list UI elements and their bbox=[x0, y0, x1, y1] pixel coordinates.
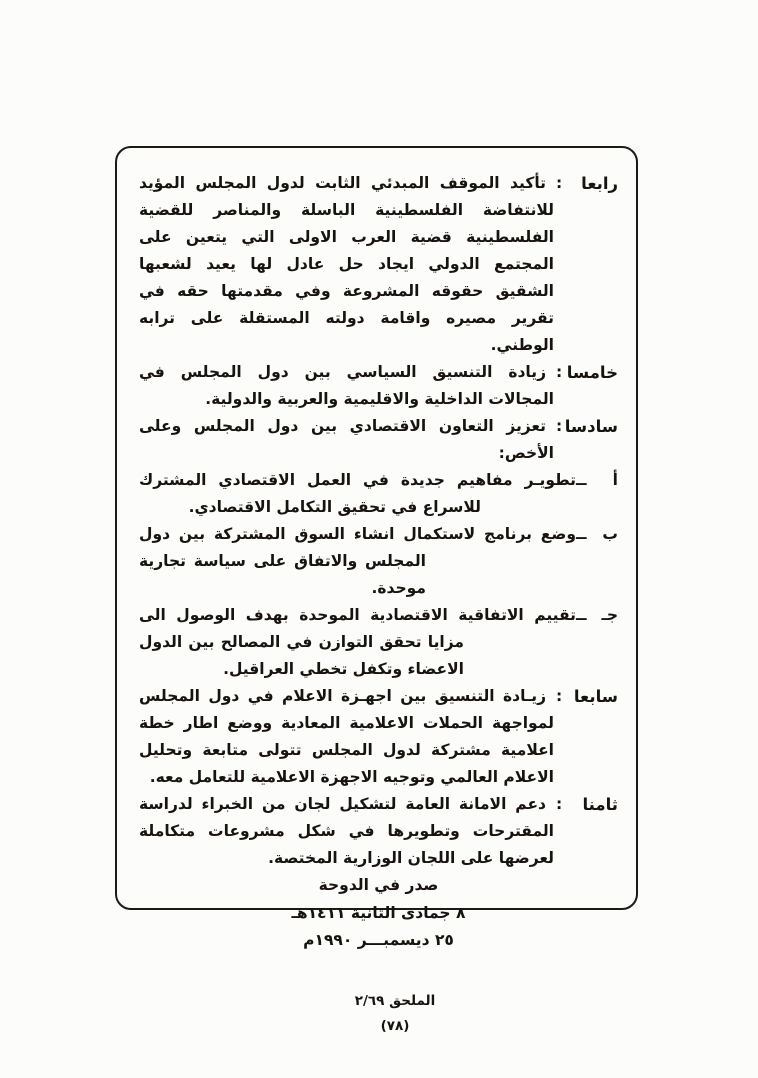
clause-label: سادسا bbox=[564, 417, 618, 436]
issued-place: صدر في الدوحة bbox=[318, 876, 439, 894]
subclause-text: تقييم الاتفاقية الاقتصادية الموحدة بهدف الوصول الى مزايا تحقق التوازن في المصالح بين الدول الاعضاء وتكفل تخطي العراقيل. bbox=[139, 606, 576, 678]
subclause-head bbox=[576, 602, 618, 629]
subclause-dash: ــ bbox=[576, 471, 587, 489]
subclause-marker: أ bbox=[612, 471, 618, 489]
clause-item bbox=[139, 683, 618, 791]
subclause-item bbox=[139, 602, 618, 683]
clause-text: تأكيد الموقف المبدئي الثابت لدول المجلس المؤيد للانتفاضة الفلسطينية الباسلة والمناصر للقضية الفلسطينية قضية العرب الاولى التي يتعين على المجتمع الدولي ايجاد حل عادل لها يعيد لشعبها الشقيق حقوقه المشروعة وفي مقدمتها حقه في تقرير مصيره واقامة دولته المستقلة على ترابه الوطني. bbox=[139, 174, 554, 354]
issued-block bbox=[139, 872, 618, 955]
subclause-head bbox=[576, 521, 618, 548]
subclause-item bbox=[139, 467, 618, 521]
clause-head bbox=[554, 359, 618, 386]
clause-item bbox=[139, 359, 618, 413]
clause-text: زيادة التنسيق السياسي بين دول المجلس في المجالات الداخلية والاقليمية والعربية والدولية. bbox=[139, 363, 554, 408]
clause-colon: : bbox=[556, 795, 563, 813]
bordered-frame bbox=[115, 146, 638, 949]
clause-item bbox=[139, 413, 618, 467]
clause-head bbox=[554, 791, 618, 818]
subclause-item bbox=[139, 521, 618, 602]
clause-label: سابعا bbox=[573, 687, 618, 706]
clause-colon: : bbox=[556, 174, 563, 192]
subclause-marker: ب bbox=[602, 525, 618, 543]
clause-item bbox=[139, 170, 618, 359]
clause-label: رابعا bbox=[581, 174, 618, 193]
issued-gregorian-date: ٢٥ ديسمبـــر ١٩٩٠م bbox=[303, 931, 454, 949]
subclause-dash: ــ bbox=[576, 525, 587, 543]
subclause-head bbox=[576, 467, 618, 494]
clause-label: خامسا bbox=[566, 363, 618, 382]
subclause-marker: جـ bbox=[601, 606, 618, 624]
clause-colon: : bbox=[556, 687, 563, 705]
appendix-ref: الملحق ٢/٦٩ bbox=[354, 993, 436, 1009]
issued-hijri-date: ٨ جمادى الثانية ١٤١١هـ bbox=[291, 903, 466, 922]
clause-item bbox=[139, 791, 618, 872]
clause-text: زيـادة التنسيق بين اجهـزة الاعلام في دول المجلس لمواجهة الحملات الاعلامية المعادية ووضع اطار خطة اعلامية مشتركة لدول المجلس تتولى متابعة وتحليل الاعلام العالمي وتوجيه الاجهزة الاعلامية للتعامل معه. bbox=[139, 687, 554, 786]
clause-head bbox=[554, 413, 618, 440]
clause-text: تعزيز التعاون الاقتصادي بين دول المجلس وعلى الأخص: bbox=[139, 417, 554, 462]
page-number: (٧٨) bbox=[380, 1018, 410, 1034]
clause-label: ثامنا bbox=[582, 795, 618, 814]
clause-head bbox=[554, 170, 618, 197]
clause-colon: : bbox=[556, 363, 563, 381]
clause-head bbox=[554, 683, 618, 710]
subclause-text: وضع برنامج لاستكمال انشاء السوق المشتركة بين دول المجلس والاتفاق على سياسة تجارية موحدة. bbox=[139, 525, 576, 597]
clause-colon: : bbox=[556, 417, 563, 435]
page-footer bbox=[32, 992, 758, 1035]
clause-text: دعم الامانة العامة لتشكيل لجان من الخبراء لدراسة المقترحات وتطويرها في شكل مشروعات متكاملة لعرضها على اللجان الوزارية المختصة. bbox=[139, 795, 554, 867]
subclause-text: تطويـر مفاهيم جديدة في العمل الاقتصادي المشترك للاسراع في تحقيق التكامل الاقتصادي. bbox=[139, 471, 576, 516]
subclause-dash: ــ bbox=[576, 606, 587, 624]
